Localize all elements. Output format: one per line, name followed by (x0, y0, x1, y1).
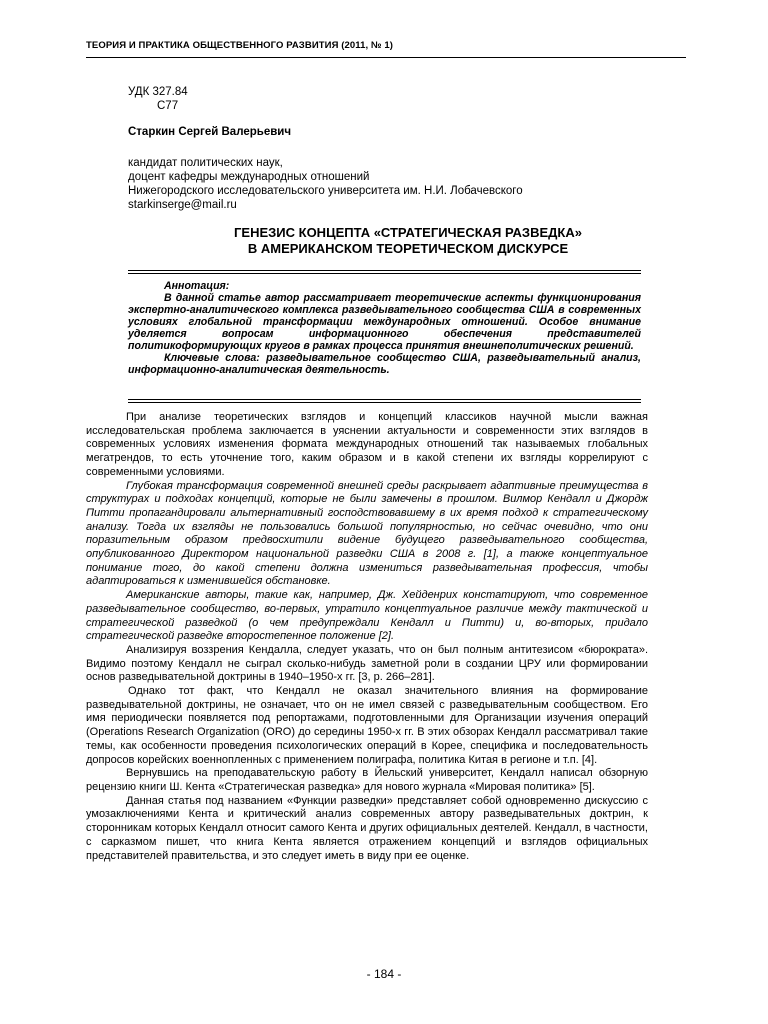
paragraph-4: Анализируя воззрения Кендалла, следует указать, что он был полным антитезисом «бюрократа». Видимо поэтому Кендалл не сыграл сколько-нибудь заметной роли в создании ЦРУ или формировании основ разведывательной доктрины в 1940–1950-х гг. [3, р. 266–281]. (86, 643, 648, 684)
keywords: Ключевые слова: разведывательное сообщество США, разведывательный анализ, информационно-аналитическая деятельность. (128, 352, 641, 376)
article-title-line1: ГЕНЕЗИС КОНЦЕПТА «СТРАТЕГИЧЕСКАЯ РАЗВЕДКА» (234, 225, 582, 240)
abstract-bottom-rule-2 (128, 402, 641, 403)
page-number: - 184 - (366, 967, 402, 981)
paragraph-3: Американские авторы, такие как, например, Дж. Хейденрих констатируют, что современное разведывательное сообщество, во-первых, утратило концептуальное различие между тактической и стратегической разведкой (о чем предупреждали Кендалл и Питти) и, во-вторых, придало стратегической разведке второстепенное положение [2]. (86, 589, 648, 643)
paragraph-5: Однако тот факт, что Кендалл не оказал значительного влияния на формирование разведывательной доктрины, не означает, что он не имел связей с разведывательным сообществом. Его имя периодически появляется под репортажами, подготовленными для Организации изучения операций (Operations Research Organization (ORO) до середины 1950-х гг. В этих обзорах Кендалл рассматривал такие темы, как особенности проведения психологических операций в Корее, специфика и последовательность допросов корейских военнопленных с применением полиграфа, политика Китая в регионе и т.п. [4]. (86, 685, 648, 766)
author-university: Нижегородского исследовательского университета им. Н.И. Лобачевского (128, 185, 523, 197)
running-header: ТЕОРИЯ И ПРАКТИКА ОБЩЕСТВЕННОГО РАЗВИТИЯ (2011, № 1) (86, 40, 394, 51)
author-name: Старкин Сергей Валерьевич (128, 126, 292, 138)
abstract-top-rule-2 (128, 273, 641, 274)
affiliation-block (128, 156, 523, 212)
author-email: starkinserge@mail.ru (128, 199, 237, 211)
udk-code: УДК 327.84 (128, 86, 188, 98)
article-title-line2: В АМЕРИКАНСКОМ ТЕОРЕТИЧЕСКОМ ДИСКУРСЕ (247, 241, 569, 256)
paragraph-2: Глубокая трансформация современной внешней среды раскрывает адаптивные преимущества в структурах и подходах концепций, которые не были замечены в прошлом. Вилмор Кендалл и Джордж Питти пропагандировали альтернативный господствовавшему в их время подход к стратегическому анализу. Тогда их взгляды не пользовались большой популярностью, но сейчас очевидно, что они поразительным образом предвосхитили видение будущего разведывательного сообщества, опубликованного Директором национальной разведки США в 2008 г. [1], а также концептуальное понимание того, до какой степени должна измениться разведывательная профессия, чтобы адаптироваться к изменившейся обстановке. (86, 479, 648, 588)
header-rule (86, 57, 686, 58)
article-body (86, 411, 648, 863)
paragraph-7: Данная статья под названием «Функции разведки» представляет собой одновременно дискуссию с умозаключениями Кента и критический анализ современных автору разведывательных доктрин, к сторонникам которых Кендалл относит самого Кента и других официальных деятелей. Кендалл, в частности, с сарказмом пишет, что книга Кента является отражением концепций и взглядов официальных представителей правительства, и это следует иметь в виду при ее оценке. (86, 794, 648, 862)
abstract-text: В данной статье автор рассматривает теоретические аспекты функционирования экспертно-аналитического комплекса разведывательного сообщества США в современных условиях глобальной трансформации международных отношений. Особое внимание уделяется вопросам информационного обеспечения представителей политикоформирующих кругов в рамках процесса принятия внешнеполитических решений. (128, 292, 641, 352)
abstract-block (128, 280, 641, 376)
abstract-bottom-rule (128, 399, 641, 400)
article-title (128, 225, 688, 257)
author-position: доцент кафедры международных отношений (128, 171, 370, 183)
udk-block (128, 85, 188, 113)
abstract-top-rule (128, 270, 641, 271)
paragraph-1: При анализе теоретических взглядов и концепций классиков научной мысли важная исследовательская проблема заключается в уяснении актуальности и современности этих взглядов в современных условиях изменения формата международных отношений так называемых глобальных мегатрендов, то есть уточнение того, каким образом и в какой степени их взгляды коррелируют с современными условиями. (86, 411, 648, 478)
paragraph-6: Вернувшись на преподавательскую работу в Йельский университет, Кендалл написал обзорную рецензию книги Ш. Кента «Стратегическая разведка» для нового журнала «Мировая политика» [5]. (86, 767, 648, 793)
author-degree: кандидат политических наук, (128, 157, 283, 169)
abstract-heading: Аннотация: (164, 280, 230, 292)
library-code: С77 (157, 100, 179, 112)
